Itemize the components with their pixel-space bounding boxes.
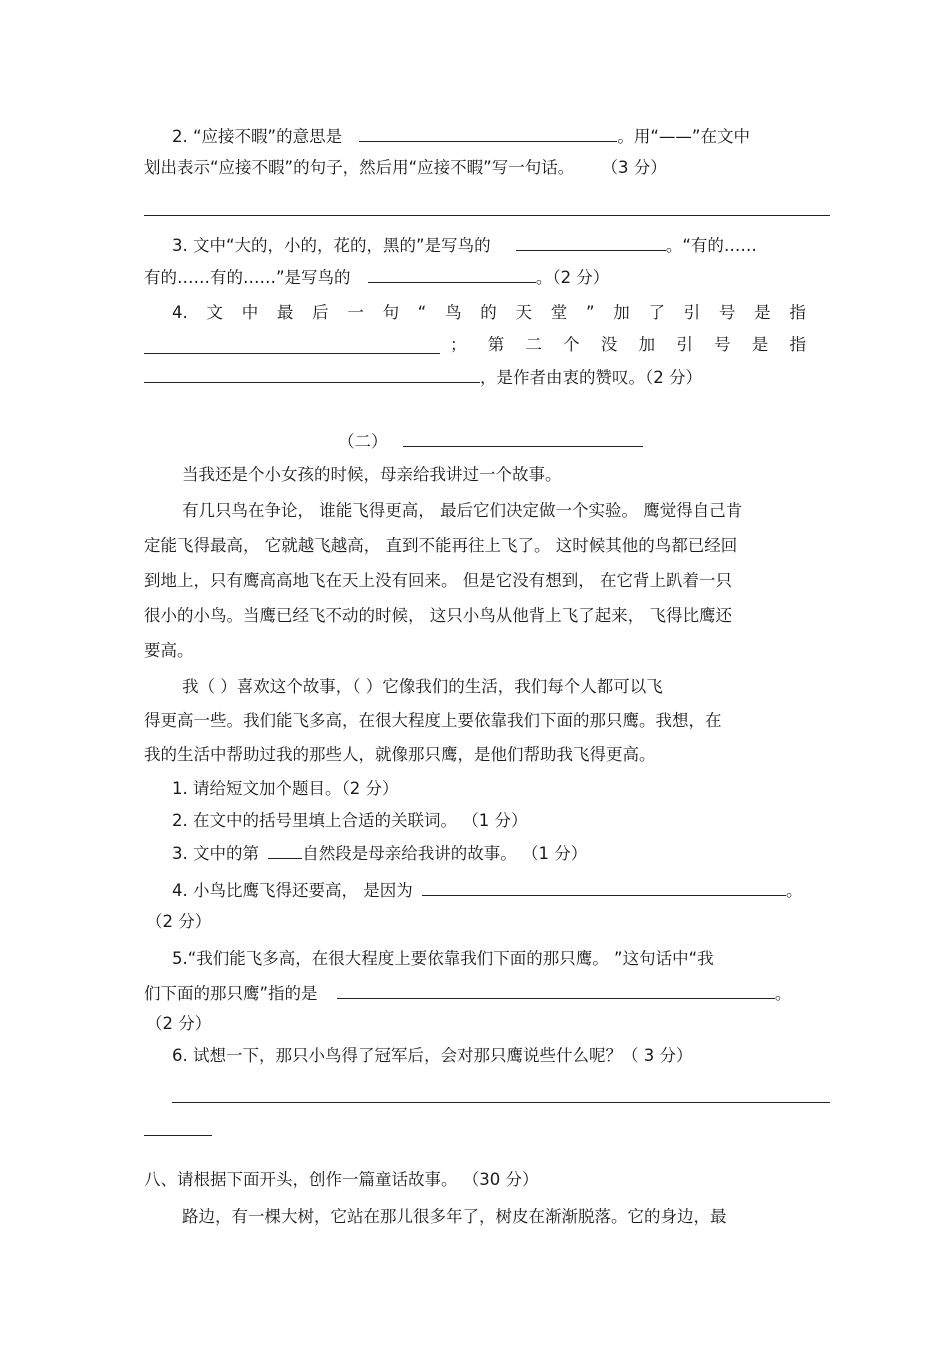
q2-5-end: 。 (774, 984, 792, 1003)
q2-3-blank[interactable] (268, 842, 302, 859)
q3-prompt: 3. 文中“大的，小的，花的，黑的”是写鸟的 (172, 236, 491, 255)
q4-char: 文 (206, 303, 223, 322)
q2-4-end: 。 (785, 881, 803, 900)
q4-char: 指 (789, 335, 806, 354)
q4-char: 号 (714, 335, 731, 354)
q4-char: 一 (347, 303, 364, 322)
q2-4 (172, 879, 802, 902)
q3-prompt-2: 有的……有的……”是写鸟的 (144, 268, 351, 287)
passage-paragraph-1: 当我还是个小女孩的时候，母亲给我讲过一个故事。 (182, 465, 562, 484)
q3-line2 (144, 266, 609, 289)
q4-char: 中 (241, 303, 259, 322)
q3-score: 。（2 分） (535, 268, 610, 287)
q2-3-prompt: 3. 文中的第 (172, 844, 259, 863)
passage-paragraph-3-line: 我（ ）喜欢这个故事，（ ）它像我们的生活，我们每个人都可以飞 (182, 677, 663, 696)
q4-char: ； (450, 335, 467, 354)
q4-line2 (450, 334, 806, 356)
q4-char: 加 (613, 303, 630, 322)
q2-score: （3 分） (601, 158, 667, 177)
q4-char: 的 (480, 303, 497, 322)
passage-paragraph-2-line: 有几只鸟在争论， 谁能飞得更高， 最后它们决定做一个实验。 鹰觉得自己肯 (182, 501, 743, 520)
q4-char: 二 (525, 335, 542, 354)
q2-3-tail: 自然段是母亲给我讲的故事。 （1 分） (302, 844, 588, 863)
q2-prompt-tail: 。用“——”在文中 (617, 127, 750, 146)
q2-prompt: 2. “应接不暇”的意思是 (172, 127, 343, 146)
q4-char: 最 (276, 303, 294, 322)
q2-5-blank[interactable] (337, 982, 775, 999)
q2-2: 2. 在文中的括号里填上合适的关联词。 （1 分） (172, 811, 528, 830)
q2-instruction: 划出表示“应接不暇”的句子，然后用“应接不暇”写一句话。 (144, 158, 575, 177)
passage-number: （二） (338, 432, 388, 451)
q4-char: 天 (515, 303, 532, 322)
q4-char: 个 (563, 335, 580, 354)
q4-char: 后 (312, 303, 329, 322)
q4-char: 句 (382, 303, 400, 322)
q3-prompt-tail: 。“有的…… (665, 236, 757, 255)
passage-paragraph-3-line: 我的生活中帮助过我的那些人，就像那只鹰，是他们帮助我飞得更高。 (144, 745, 656, 764)
q4-char: 指 (789, 303, 806, 322)
q4-char: 引 (683, 303, 701, 322)
q4-char: 了 (648, 303, 665, 322)
q3-blank-2[interactable] (368, 266, 536, 283)
q2-4-prompt: 4. 小鸟比鹰飞得还要高， 是因为 (172, 881, 413, 900)
q2-6-answer-line-cont[interactable] (144, 1135, 212, 1136)
q2-6-answer-line[interactable] (172, 1102, 830, 1103)
q4-blank-2[interactable] (144, 366, 480, 383)
q3-blank-1[interactable] (516, 234, 666, 251)
q2-4-score: （2 分） (146, 912, 212, 931)
passage-paragraph-2-line: 定能飞得最高， 它就越飞越高， 直到不能再往上飞了。 这时候其他的鸟都已经回 (144, 536, 738, 555)
q2-6: 6. 试想一下，那只小鸟得了冠军后，会对那只鹰说些什么呢？（ 3 分） (172, 1046, 693, 1065)
q4-char: 加 (638, 335, 656, 354)
passage-paragraph-2-line: 到地上，只有鹰高高地飞在天上没有回来。 但是它没有想到， 在它背上趴着一只 (144, 571, 732, 590)
q4-char: 号 (718, 303, 736, 322)
q4-line3 (144, 366, 702, 389)
passage-title-blank[interactable] (403, 430, 643, 447)
q2-5-score: （2 分） (146, 1014, 212, 1033)
passage-paragraph-2-line: 要高。 (144, 641, 194, 660)
q4-line1 (172, 302, 806, 324)
q4-char: 是 (754, 303, 771, 322)
q2-4-blank[interactable] (422, 879, 786, 896)
q4-char: ” (585, 303, 595, 322)
q4-char: 引 (676, 335, 693, 354)
q4-char: 第 (487, 335, 505, 354)
q2-5-line1: 5.“我们能飞多高，在很大程度上要依靠我们下面的那只鹰。 ”这句话中“我 (172, 949, 714, 968)
q2-answer-line[interactable] (144, 215, 830, 216)
q2-1: 1. 请给短文加个题目。（2 分） (172, 779, 399, 798)
q4-char: 鸟 (445, 303, 462, 322)
q2-3 (172, 842, 587, 865)
q2-meaning-blank[interactable] (359, 125, 617, 142)
q2-line1 (172, 125, 750, 148)
q4-char: 没 (600, 335, 618, 354)
q2-5-prompt: 们下面的那只鹰”指的是 (144, 984, 318, 1003)
q4-char: “ (417, 303, 427, 322)
q3-line1 (172, 234, 757, 257)
q4-char: 4. (172, 303, 188, 322)
passage-heading (338, 430, 643, 453)
q4-char: 堂 (550, 303, 568, 322)
q2-5-line2 (144, 982, 791, 1005)
section-8-opening: 路边，有一棵大树，它站在那儿很多年了，树皮在渐渐脱落。它的身边，最 (182, 1207, 727, 1226)
section-8-title: 八、请根据下面开头，创作一篇童话故事。 （30 分） (144, 1170, 539, 1189)
q2-line2 (144, 157, 667, 179)
q4-char: 是 (751, 335, 769, 354)
passage-paragraph-2-line: 很小的小鸟。当鹰已经飞不动的时候， 这只小鸟从他背上飞了起来， 飞得比鹰还 (144, 606, 732, 625)
passage-paragraph-3-line: 得更高一些。我们能飞多高，在很大程度上要依靠我们下面的那只鹰。我想，在 (144, 711, 722, 730)
q4-tail: ，是作者由衷的赞叹。（2 分） (480, 368, 702, 387)
q4-blank-1[interactable] (144, 353, 440, 354)
